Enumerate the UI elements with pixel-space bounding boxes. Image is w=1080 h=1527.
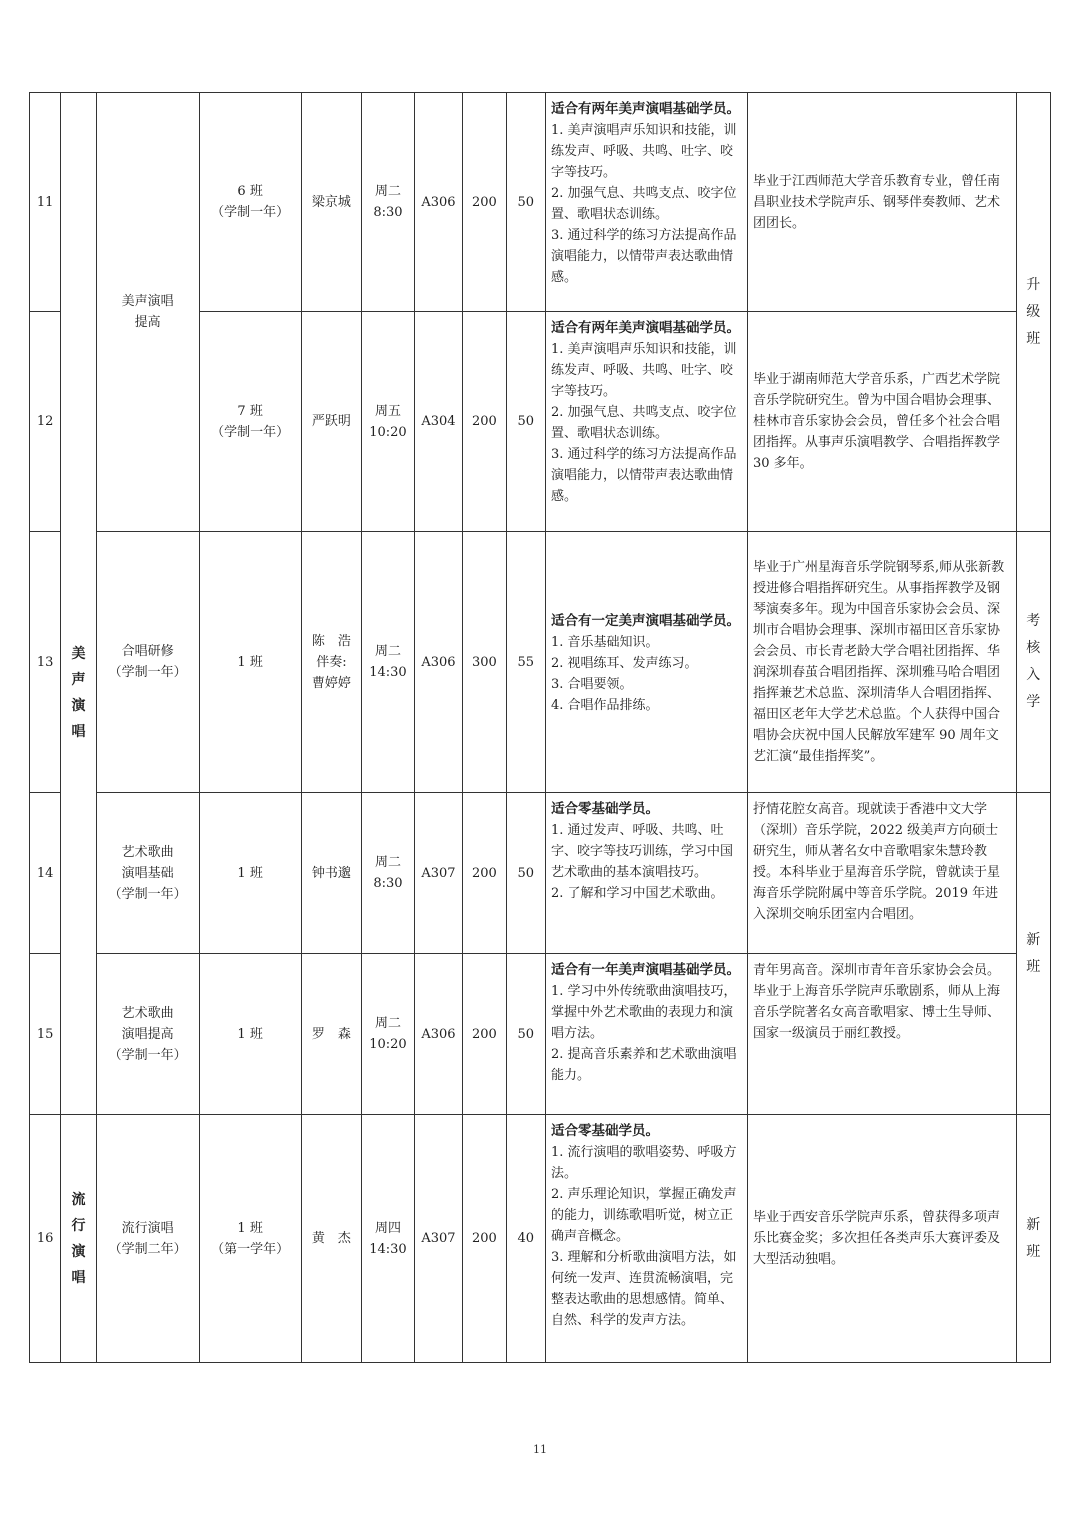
description-cell: 适合零基础学员。 1. 通过发声、呼吸、共鸣、吐字、咬字等技巧训练，学习中国艺术歌曲的基本演唱技巧。 2. 了解和学习中国艺术歌曲。	[545, 793, 747, 954]
room-cell: A306	[414, 93, 462, 312]
table-row	[30, 532, 1051, 793]
row-number: 16	[30, 1115, 61, 1363]
room-cell: A307	[414, 1115, 462, 1363]
description-title: 适合零基础学员。	[550, 801, 659, 817]
room-cell: A307	[414, 793, 462, 954]
row-number: 11	[30, 93, 61, 312]
class-cell: 1 班	[199, 532, 301, 793]
time-cell: 周二 14:30	[362, 532, 415, 793]
description-cell: 适合有两年美声演唱基础学员。 1. 美声演唱声乐知识和技能，训练发声、呼吸、共鸣、吐字、咬字等技巧。 2. 加强气息、共鸣支点、咬字位置、歌唱状态训练。 3. 通过科学的练习方法提高作品演唱能力，以情带声表达歌曲情感。	[545, 93, 747, 312]
room-cell: A304	[414, 312, 462, 532]
description-cell: 适合有两年美声演唱基础学员。 1. 美声演唱声乐知识和技能，训练发声、呼吸、共鸣、吐字、咬字等技巧。 2. 加强气息、共鸣支点、咬字位置、歌唱状态训练。 3. 通过科学的练习方法提高作品演唱能力，以情带声表达歌曲情感。	[545, 312, 747, 532]
note-cell: 新班	[1016, 1115, 1050, 1363]
room-cell: A306	[414, 954, 462, 1115]
teacher-cell: 黄 杰	[301, 1115, 362, 1363]
teacher-cell: 陈 浩 伴奏: 曹婷婷	[301, 532, 362, 793]
class-cell: 6 班 （学制一年）	[199, 93, 301, 312]
teacher-cell: 钟书邈	[301, 793, 362, 954]
note-cell: 考核入学	[1016, 532, 1050, 793]
description-title: 适合有一定美声演唱基础学员。	[550, 612, 740, 629]
time-cell: 周二 10:20	[362, 954, 415, 1115]
table-row	[30, 1115, 1051, 1363]
quota-cell: 40	[506, 1115, 545, 1363]
quota-cell: 50	[506, 954, 545, 1115]
teacher-bio-cell: 毕业于湖南师范大学音乐系，广西艺术学院音乐学院研究生。曾为中国合唱协会理事、桂林市音乐家协会会员，曾任多个社会合唱团指挥。从事声乐演唱教学、合唱指挥教学 30 多年。	[747, 312, 1016, 532]
category-label: 流行演唱	[71, 1191, 86, 1286]
course-name-cell: 艺术歌曲 演唱基础 （学制一年）	[96, 793, 199, 954]
quota-cell: 50	[506, 793, 545, 954]
teacher-cell: 梁京城	[301, 93, 362, 312]
fee-cell: 200	[463, 1115, 506, 1363]
row-number: 13	[30, 532, 61, 793]
room-cell: A306	[414, 532, 462, 793]
time-cell: 周二 8:30	[362, 793, 415, 954]
teacher-bio-cell: 毕业于广州星海音乐学院钢琴系,师从张新教授进修合唱指挥研究生。从事指挥教学及钢琴演奏多年。现为中国音乐家协会会员、深圳市合唱协会理事、深圳市福田区音乐家协会会员、市长青老龄大学合唱社团指挥、华润深圳春茧合唱团指挥、深圳雅马哈合唱团指挥兼艺术总监、深圳清华人合唱团指挥、福田区老年大学艺术总监。个人获得中国合唱协会庆祝中国人民解放军建军 90 周年文艺汇演“最佳指挥奖”。	[747, 532, 1016, 793]
teacher-bio-cell: 毕业于江西师范大学音乐教育专业，曾任南昌职业技术学院声乐、钢琴伴奏教师、艺术团团长。	[747, 93, 1016, 312]
time-cell: 周四 14:30	[362, 1115, 415, 1363]
course-name-cell: 艺术歌曲 演唱提高 （学制一年）	[96, 954, 199, 1115]
description-title: 适合零基础学员。	[550, 1123, 659, 1139]
description-title: 适合有一年美声演唱基础学员。	[550, 962, 740, 978]
category-cell	[61, 93, 96, 1115]
teacher-cell: 罗 森	[301, 954, 362, 1115]
quota-cell: 50	[506, 312, 545, 532]
class-cell: 1 班 （第一学年）	[199, 1115, 301, 1363]
fee-cell: 200	[463, 793, 506, 954]
quota-cell: 55	[506, 532, 545, 793]
course-name-cell: 合唱研修 （学制一年）	[96, 532, 199, 793]
quota-cell: 50	[506, 93, 545, 312]
course-table	[29, 92, 1051, 1363]
class-cell: 7 班 （学制一年）	[199, 312, 301, 532]
row-number: 14	[30, 793, 61, 954]
table-row	[30, 93, 1051, 312]
fee-cell: 200	[463, 954, 506, 1115]
teacher-bio-cell: 抒情花腔女高音。现就读于香港中文大学（深圳）音乐学院，2022 级美声方向硕士研究生，师从著名女中音歌唱家朱慧玲教授。本科毕业于星海音乐学院，曾就读于星海音乐学院附属中等音乐学院。2019 年进入深圳交响乐团室内合唱团。	[747, 793, 1016, 954]
description-cell: 适合零基础学员。 1. 流行演唱的歌唱姿势、呼吸方法。 2. 声乐理论知识，掌握正确发声的能力，训练歌唱听觉，树立正确声音概念。 3. 理解和分析歌曲演唱方法，如何统一发声、连贯流畅演唱，完整表达歌曲的思想感情。简单、自然、科学的发声方法。	[545, 1115, 747, 1363]
description-cell: 适合有一年美声演唱基础学员。 1. 学习中外传统歌曲演唱技巧，掌握中外艺术歌曲的表现力和演唱方法。 2. 提高音乐素养和艺术歌曲演唱能力。	[545, 954, 747, 1115]
class-cell: 1 班	[199, 793, 301, 954]
teacher-bio-cell: 毕业于西安音乐学院声乐系，曾获得多项声乐比赛金奖；多次担任各类声乐大赛评委及大型活动独唱。	[747, 1115, 1016, 1363]
row-number: 12	[30, 312, 61, 532]
table-row	[30, 954, 1051, 1115]
course-name-cell: 美声演唱 提高	[96, 93, 199, 532]
note-cell: 新班	[1016, 793, 1050, 1115]
teacher-bio-cell: 青年男高音。深圳市青年音乐家协会会员。毕业于上海音乐学院声乐歌剧系，师从上海音乐学院著名女高音歌唱家、博士生导师、国家一级演员于丽红教授。	[747, 954, 1016, 1115]
class-cell: 1 班	[199, 954, 301, 1115]
category-cell	[61, 1115, 96, 1363]
time-cell: 周五 10:20	[362, 312, 415, 532]
note-cell: 升级班	[1016, 93, 1050, 532]
table-row	[30, 793, 1051, 954]
page-number: 11	[533, 1443, 547, 1456]
teacher-cell: 严跃明	[301, 312, 362, 532]
description-cell: 适合有一定美声演唱基础学员。 1. 音乐基础知识。 2. 视唱练耳、发声练习。 3. 合唱要领。 4. 合唱作品排练。	[545, 532, 747, 793]
course-name-cell: 流行演唱 （学制二年）	[96, 1115, 199, 1363]
fee-cell: 200	[463, 312, 506, 532]
row-number: 15	[30, 954, 61, 1115]
description-title: 适合有两年美声演唱基础学员。	[550, 320, 740, 336]
fee-cell: 200	[463, 93, 506, 312]
fee-cell: 300	[463, 532, 506, 793]
category-label: 美声演唱	[71, 645, 86, 740]
description-title: 适合有两年美声演唱基础学员。	[550, 101, 740, 117]
time-cell: 周二 8:30	[362, 93, 415, 312]
